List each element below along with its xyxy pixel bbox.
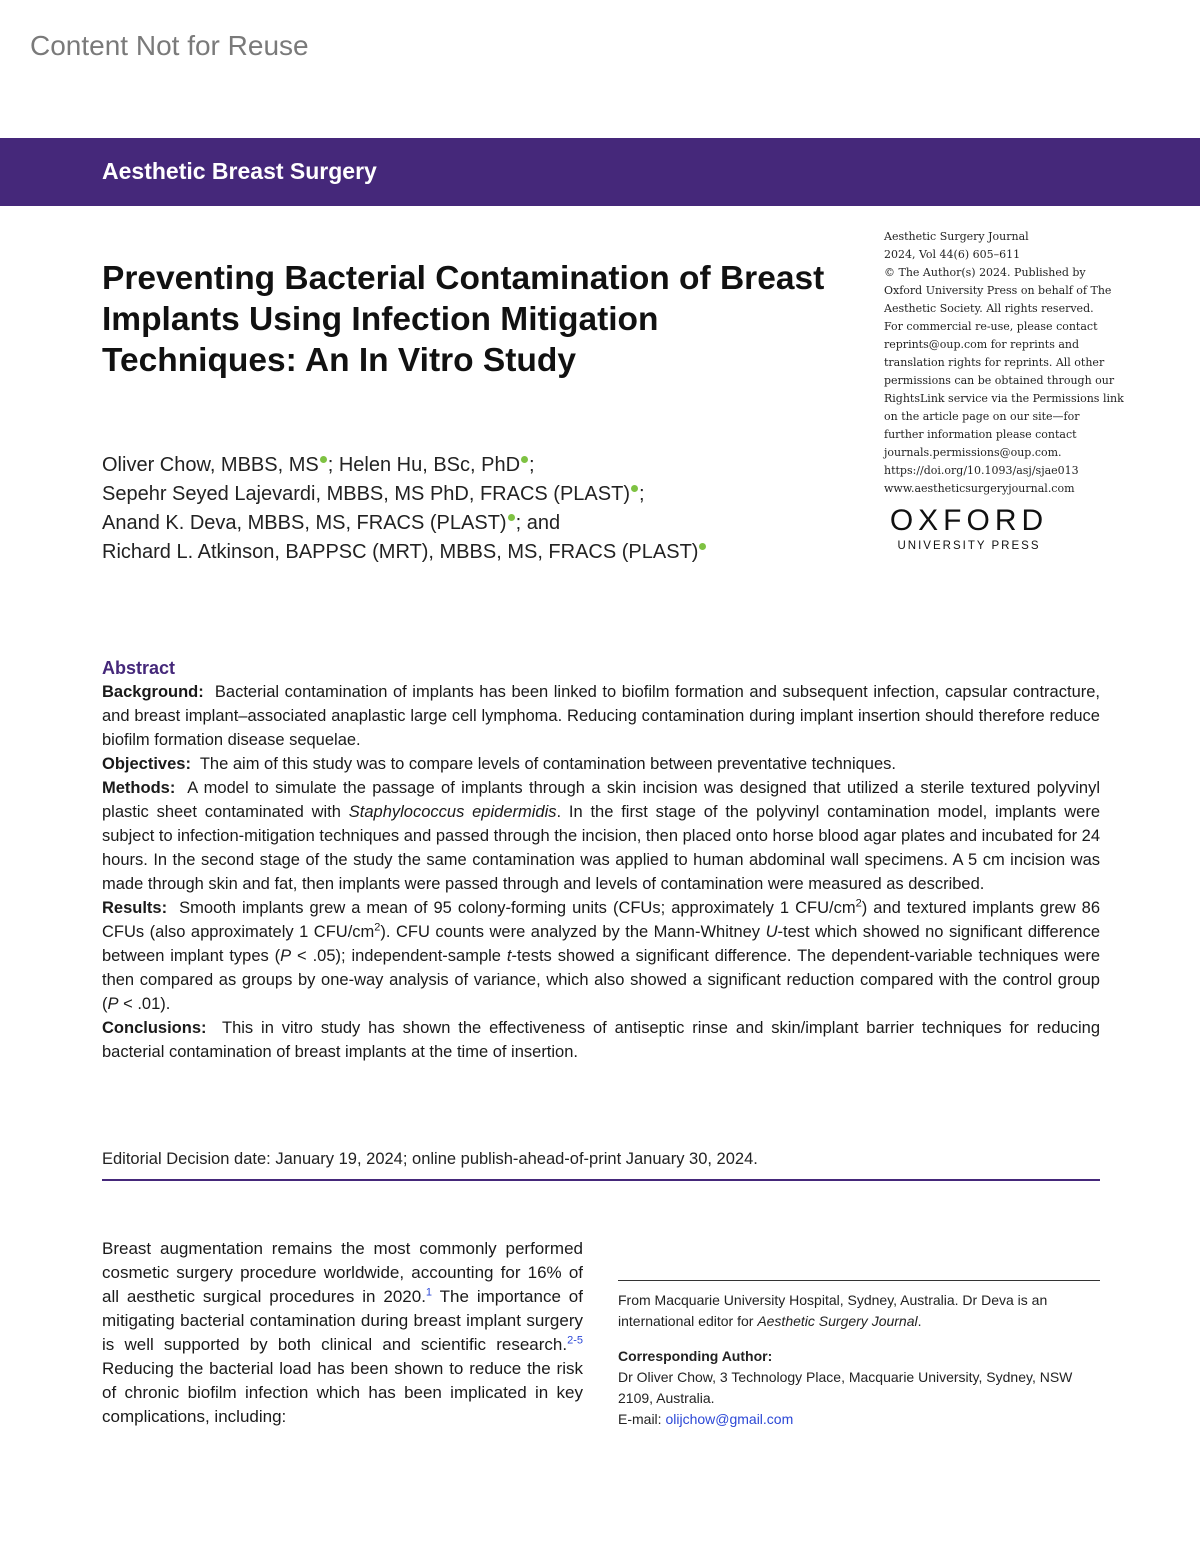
article-title: Preventing Bacterial Contamination of Breast Implants Using Infection Mitigation Techniques: An In Vitro Study — [102, 260, 825, 379]
orcid-icon[interactable] — [521, 456, 528, 463]
doi-link[interactable]: https://doi.org/10.1093/asj/sjae013 — [884, 464, 1079, 477]
author-list — [102, 451, 842, 567]
meta-line: translation rights for reprints. All other — [884, 356, 1105, 369]
email-line: E-mail: olijchow@gmail.com — [618, 1411, 794, 1427]
corresponding-address: Dr Oliver Chow, 3 Technology Place, Macquarie University, Sydney, NSW 2109, Australia. — [618, 1369, 1073, 1406]
meta-line: Oxford University Press on behalf of The — [884, 284, 1112, 297]
publisher-sub: UNIVERSITY PRESS — [897, 540, 1041, 552]
author-name: Oliver Chow, MBBS, MS — [102, 454, 319, 476]
author-line-3: Anand K. Deva, MBBS, MS, FRACS (PLAST) ; and — [102, 512, 561, 534]
meta-line: on the article page on our site—for — [884, 410, 1080, 423]
orcid-icon[interactable] — [699, 543, 706, 550]
meta-line: further information please contact — [884, 428, 1077, 441]
abstract-objectives: Objectives: The aim of this study was to compare levels of contamination between preventative techniques. — [102, 755, 896, 773]
author-line-4 — [102, 538, 842, 567]
abstract-conclusions: Conclusions: This in vitro study has shown the effectiveness of antiseptic rinse and skin/implant barrier techniques for reducing bacterial contamination of breast implants at the time of insertion. — [102, 1019, 1100, 1061]
meta-line: For commercial re-use, please contact — [884, 320, 1098, 333]
journal-meta — [884, 228, 1124, 498]
meta-line: permissions can be obtained through our — [884, 374, 1115, 387]
author-name: Sepehr Seyed Lajevardi, MBBS, MS PhD, FRACS (PLAST) — [102, 483, 630, 505]
citation-link[interactable]: 2-5 — [567, 1334, 583, 1347]
meta-line: journals.permissions@oup.com. — [884, 446, 1062, 459]
email-link[interactable]: olijchow@gmail.com — [665, 1411, 794, 1427]
orcid-icon[interactable] — [631, 485, 638, 492]
footnote-divider — [618, 1280, 1100, 1281]
meta-line: reprints@oup.com for reprints and — [884, 338, 1080, 351]
abstract-heading: Abstract — [102, 658, 176, 678]
abstract-results: Results: Smooth implants grew a mean of 95 colony-forming units (CFUs; approximately 1 CFU/$cm^2$) and textured implants grew 86 CFUs (also approximately 1 CFU/$cm^2$). CFU counts were analyzed by the Mann-Whitney U-test which showed no significant difference between implant types (P < .05); independent-sample t-tests showed a significant difference. The dependent-variable techniques were then compared as groups by one-way analysis of variance, which also showed a significant reduction compared with the control group (P < .01). — [102, 897, 1101, 1013]
abstract-label: Results: — [102, 899, 168, 917]
oxford-logo — [884, 504, 1054, 554]
corresponding-author-label: Corresponding Author: — [618, 1348, 773, 1364]
citation-link[interactable]: 1 — [425, 1286, 433, 1299]
meta-line: 2024, Vol 44(6) 605–611 — [884, 248, 1021, 261]
affiliation-text: From Macquarie University Hospital, Sydney, Australia. Dr Deva is an international editor for Aesthetic Surgery Journal. — [618, 1292, 1048, 1329]
meta-line: Aesthetic Surgery Journal — [884, 230, 1029, 243]
author-line-2: Sepehr Seyed Lajevardi, MBBS, MS PhD, FRACS (PLAST) ; — [102, 483, 645, 505]
section-title: Aesthetic Breast Surgery — [102, 158, 377, 184]
editorial-decision: Editorial Decision date: January 19, 2024; online publish-ahead-of-print January 30, 2024. — [102, 1150, 758, 1168]
meta-line: Aesthetic Society. All rights reserved. — [884, 302, 1094, 315]
meta-line: © The Author(s) 2024. Published by — [884, 266, 1086, 279]
abstract-background: Background: Bacterial contamination of implants has been linked to biofilm formation and subsequent infection, capsular contracture, and breast implant–associated anaplastic large cell lymphoma. Reducing contamination during implant insertion should therefore reduce biofilm formation disease sequelae. — [102, 683, 1100, 749]
author-name: Helen Hu, BSc, PhD — [338, 454, 521, 476]
abstract-methods: Methods: A model to simulate the passage of implants through a skin incision was designed that utilized a sterile textured polyvinyl plastic sheet contaminated with Staphylococcus epidermidis. In the first stage of the polyvinyl contamination model, implants were subject to infection-mitigation techniques and passed through the incision, then placed onto horse blood agar plates and incubated for 24 hours. In the second stage of the study the same contamination was applied to human abdominal wall specimens. A 5 cm incision was made through skin and fat, then implants were passed through and levels of contamination were measured as described. — [102, 779, 1101, 893]
abstract-label: Objectives: — [102, 755, 191, 773]
abstract-label: Background: — [102, 683, 204, 701]
publisher-name: OXFORD — [889, 504, 1049, 537]
body-text: Breast augmentation remains the most commonly performed cosmetic surgery procedure worldwide, accounting for 16% of all aesthetic surgical procedures in 2020.$^1$ The importance of mitigating bacterial contamination during breast implant surgery is well supported by both clinical and scientific research.$^{2-5}$ Reducing the bacterial load has been shown to reduce the risk of chronic biofilm infection which has been implicated in key complications, including: — [102, 1239, 583, 1426]
orcid-icon[interactable] — [320, 456, 327, 463]
abstract-label: Methods: — [102, 779, 176, 797]
section-band — [0, 138, 1200, 206]
author-name: Richard L. Atkinson, BAPPSC (MRT), MBBS, MS, FRACS (PLAST) — [102, 541, 699, 563]
orcid-icon[interactable] — [508, 514, 515, 521]
abstract-label: Conclusions: — [102, 1019, 207, 1037]
abstract-section — [102, 656, 1100, 1064]
section-divider — [102, 1179, 1100, 1181]
watermark-text: Content Not for Reuse — [30, 30, 309, 61]
author-line-1: Oliver Chow, MBBS, MS ; Helen Hu, BSc, PhD ; — [102, 454, 535, 476]
journal-url-link[interactable]: www.aestheticsurgeryjournal.com — [884, 482, 1075, 495]
author-name: Anand K. Deva, MBBS, MS, FRACS (PLAST) — [102, 512, 507, 534]
affiliation-block — [618, 1290, 1100, 1430]
meta-line: RightsLink service via the Permissions link — [884, 392, 1124, 405]
